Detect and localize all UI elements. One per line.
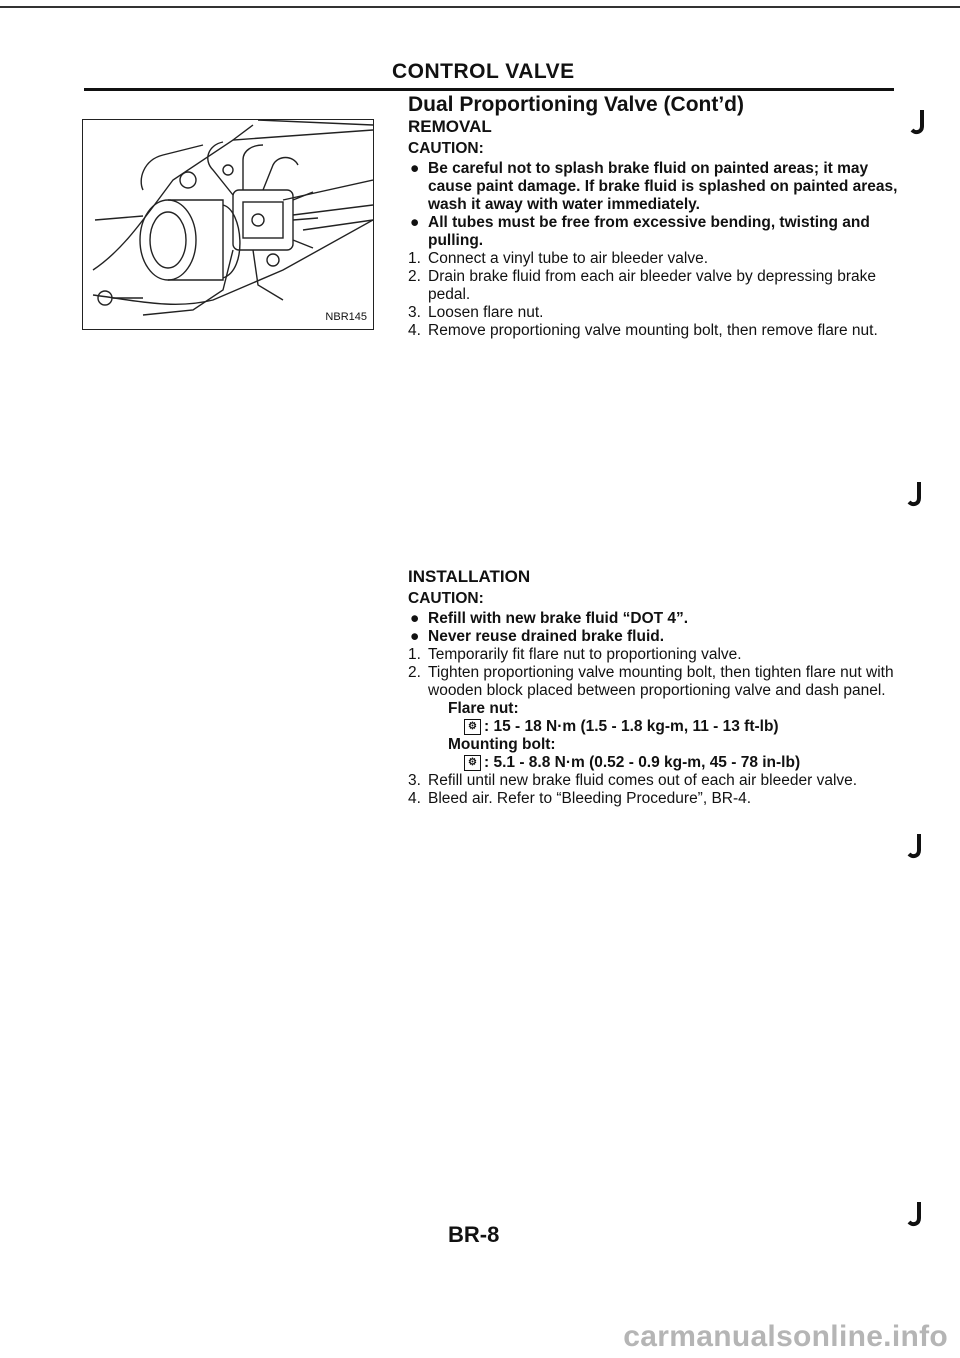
page-title: Dual Proportioning Valve (Cont’d)	[408, 93, 744, 116]
torque-value: : 5.1 - 8.8 N·m (0.52 - 0.9 kg-m, 45 - 78 in-lb)	[484, 754, 801, 771]
step-text: Refill until new brake fluid comes out of each air bleeder valve.	[428, 772, 858, 789]
flare-nut-wrench-icon: ⚙	[464, 719, 481, 735]
step-text: Bleed air. Refer to “Bleeding Procedure”, BR-4.	[428, 790, 752, 807]
torque-value: : 15 - 18 N·m (1.5 - 1.8 kg-m, 11 - 13 ft-lb)	[484, 718, 779, 735]
caution-text: Be careful not to splash brake fluid on painted areas; it may cause paint damage. If brake fluid is splashed on painted areas, wash it away with water immediately.	[428, 160, 898, 213]
valve-illustration	[82, 119, 374, 330]
step-number: 1.	[408, 250, 421, 267]
installation-step-2	[408, 664, 908, 700]
step-number: 3.	[408, 304, 421, 321]
step-number: 4.	[408, 790, 421, 807]
installation-step-1	[408, 646, 908, 664]
removal-heading: REMOVAL	[408, 117, 492, 136]
step-text: Loosen flare nut.	[428, 304, 544, 321]
step-number: 2.	[408, 664, 421, 681]
top-rule	[0, 6, 960, 8]
removal-step-2	[408, 268, 908, 304]
caution-text: Refill with new brake fluid “DOT 4”.	[428, 610, 689, 627]
caution-text: Never reuse drained brake fluid.	[428, 628, 665, 645]
margin-mark-icon	[908, 108, 930, 136]
step-number: 3.	[408, 772, 421, 789]
torque-wrench-icon: ⚙	[464, 755, 481, 771]
removal-section	[408, 118, 908, 340]
removal-caution-1: ● Be careful not to splash brake fluid on painted areas; it may cause paint damage. If brake fluid is splashed on painted areas, wash it away with water immediately.	[410, 160, 898, 213]
margin-mark-icon	[905, 480, 927, 508]
installation-step-4	[408, 790, 908, 808]
section-title: CONTROL VALVE	[392, 60, 575, 83]
step-text: Temporarily fit flare nut to proportioning valve.	[428, 646, 742, 663]
margin-mark-icon	[905, 1200, 927, 1228]
step-number: 2.	[408, 268, 421, 285]
installation-heading: INSTALLATION	[408, 567, 531, 586]
removal-step-3	[408, 304, 908, 322]
removal-caution-2: ● All tubes must be free from excessive bending, twisting and pulling.	[410, 214, 870, 249]
removal-step-1	[408, 250, 908, 268]
caution-text: All tubes must be free from excessive bending, twisting and pulling.	[428, 214, 870, 249]
step-text: Connect a vinyl tube to air bleeder valve.	[428, 250, 709, 267]
step-number: 4.	[408, 322, 421, 339]
installation-section	[408, 568, 908, 808]
figure-code: NBR145	[325, 311, 367, 323]
valve-drawing	[83, 120, 374, 330]
margin-mark-icon	[905, 832, 927, 860]
header-rule	[84, 88, 894, 91]
step-number: 1.	[408, 646, 421, 663]
page-number: BR-8	[448, 1222, 500, 1247]
installation-caution-label: CAUTION:	[408, 590, 484, 607]
step-text: Tighten proportioning valve mounting bolt, then tighten flare nut with wooden block placed between proportioning valve and dash panel.	[428, 664, 894, 699]
flare-nut-torque	[408, 718, 908, 736]
mounting-bolt-torque	[408, 754, 908, 772]
installation-caution-1: ● Refill with new brake fluid “DOT 4”.	[410, 610, 689, 627]
flare-nut-label: Flare nut:	[448, 700, 519, 717]
mounting-bolt-label: Mounting bolt:	[448, 736, 556, 753]
step-text: Remove proportioning valve mounting bolt, then remove flare nut.	[428, 322, 878, 339]
step-text: Drain brake fluid from each air bleeder valve by depressing brake pedal.	[428, 268, 877, 303]
installation-caution-2: ● Never reuse drained brake fluid.	[410, 628, 665, 645]
removal-step-4	[408, 322, 908, 340]
removal-caution-label: CAUTION:	[408, 140, 484, 157]
watermark: carmanualsonline.info	[623, 1320, 948, 1353]
installation-step-3	[408, 772, 908, 790]
